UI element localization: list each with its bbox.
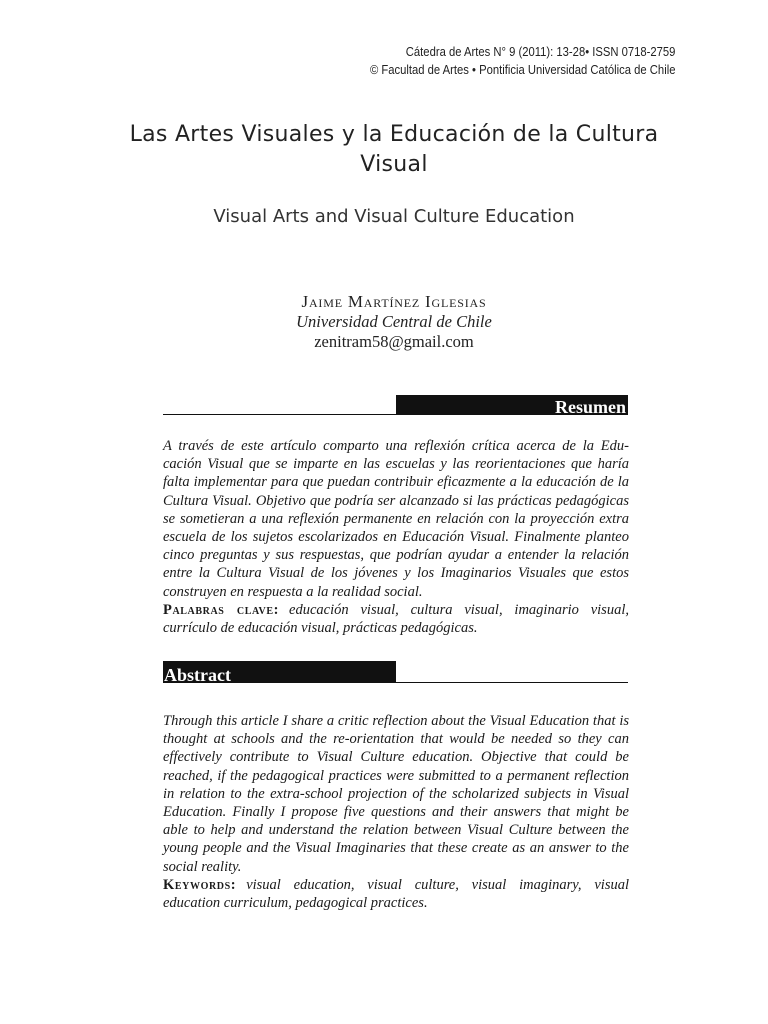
abstract-paragraph: Through this article I share a critic reflection about the Visual Education that is thought at schools and the re-orientation that would be needed so they can effectively contribute to Visual Culture education. Objective that could be reached, if the pedagogical practices were submitted to a permanent reflection in relation to the extra-school projection of the scholarized subjects in Visual Education. Finally I propose five questions and their answers that might be able to help and understand the relation between Visual Culture between the young people and the Visual Imaginaries that these create as an answer to the social reality. [163, 713, 629, 875]
resumen-keywords: educación visual, cultura visual, imaginario visual, currículo de educación visual, prácticas pedagógicas. [163, 601, 629, 637]
resumen-divider [163, 414, 628, 415]
resumen-paragraph: A través de este artículo comparto una reflexión crítica acerca de la Edu-cación Visual que se imparte en las escuelas y las reorientaciones que haría falta implementar para que puedan contribuir eficazmente a la educación de la Cultura Visual. Objetivo que podría ser alcanzado si las prácticas pedagógicas se sometieran a una reflexión permanente en relación con la proyección extra escuela de los sujetos escolarizados en Educación Visual. Finalmente planteo cinco preguntas y sus respuestas, que podrían ayudar a entender la relación entre la Cultura Visual de los jóvenes y los Imaginarios Visuales que estos construyen en respuesta a la realidad social. [163, 438, 629, 600]
author-email: zenitram58@gmail.com [314, 332, 474, 351]
author-name: Jaime Martínez Iglesias [301, 292, 487, 311]
resumen-body [163, 437, 629, 637]
abstract-keywords: visual education, visual culture, visual imaginary, visual education curriculum, pedagogical practices. [163, 876, 629, 912]
author-block [110, 292, 678, 352]
abstract-divider [163, 682, 628, 683]
resumen-heading: Resumen [396, 395, 628, 414]
abstract-keywords-label: Keywords: [163, 876, 237, 893]
abstract-heading: Abstract [163, 661, 396, 682]
article-title: Las Artes Visuales y la Educación de la Cultura Visual [129, 122, 659, 177]
author-affiliation: Universidad Central de Chile [296, 312, 492, 331]
journal-citation: Cátedra de Artes N° 9 (2011): 13-28• ISSN 0718-2759 [405, 45, 675, 59]
abstract-body [163, 712, 629, 912]
journal-header [369, 43, 675, 79]
resumen-keywords-label: Palabras clave: [163, 601, 280, 618]
article-subtitle: Visual Arts and Visual Culture Education [213, 206, 575, 227]
journal-publisher: © Facultad de Artes • Pontificia Universidad Católica de Chile [369, 63, 675, 77]
